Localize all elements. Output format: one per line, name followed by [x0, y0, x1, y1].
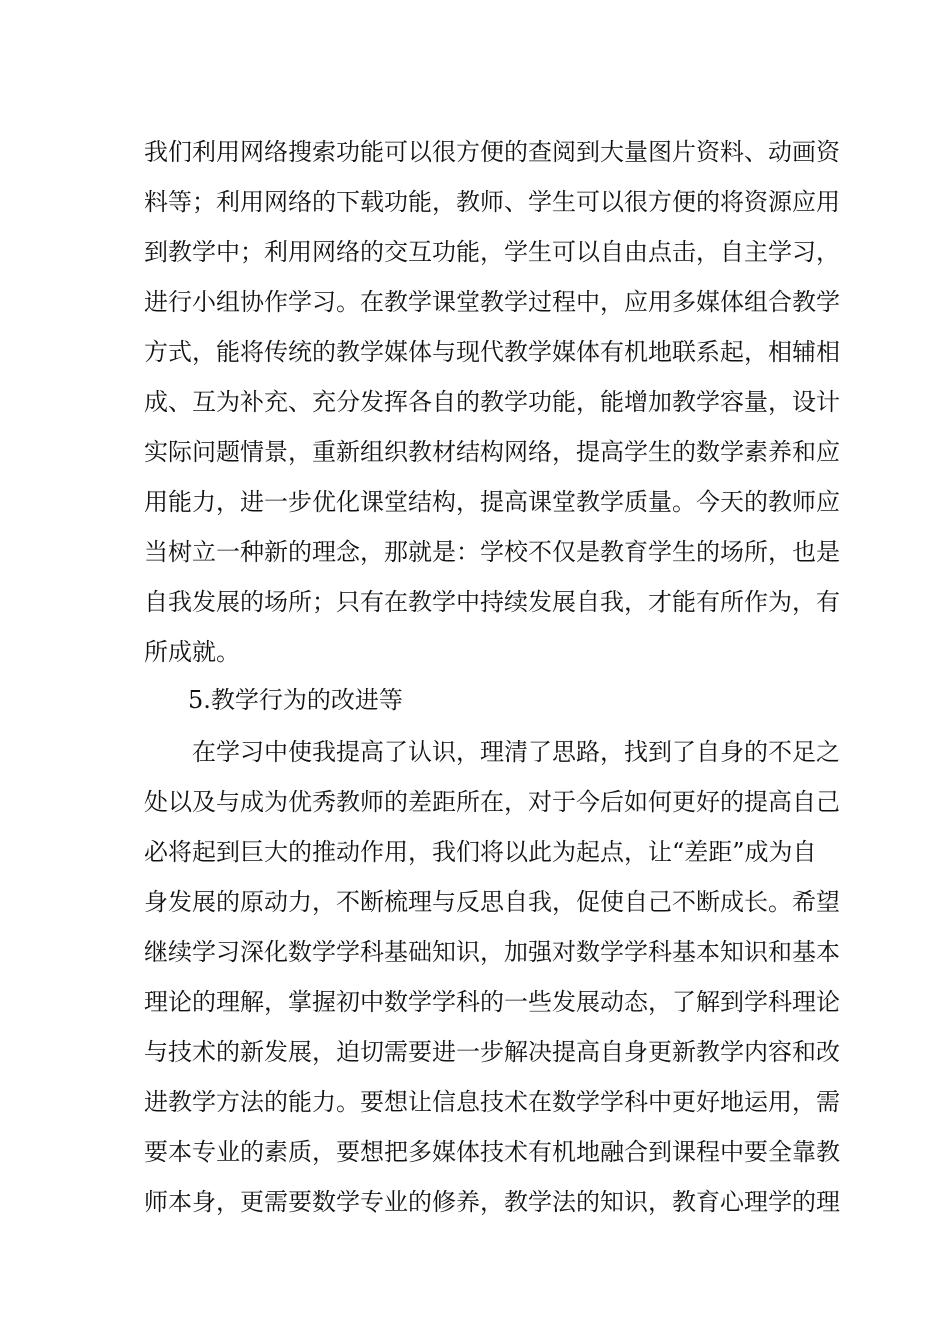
- paragraph-line: 与技术的新发展，迫切需要进一步解决提高自身更新教学内容和改: [144, 1038, 840, 1066]
- paragraph-line: 身发展的原动力，不断梳理与反思自我，促使自己不断成长。希望: [144, 888, 840, 916]
- paragraph-line: 在学习中使我提高了认识，理清了思路，找到了自身的不足之: [192, 738, 840, 766]
- paragraph-line: 实际问题情景，重新组织教材结构网络，提高学生的数学素养和应: [144, 438, 840, 466]
- paragraph-line: 方式，能将传统的教学媒体与现代教学媒体有机地联系起，相辅相: [144, 338, 840, 366]
- paragraph-line: 用能力，进一步优化课堂结构，提高课堂教学质量。今天的教师应: [144, 488, 840, 516]
- paragraph-line: 当树立一种新的理念，那就是：学校不仅是教育学生的场所，也是: [144, 538, 840, 566]
- paragraph-line: 料等；利用网络的下载功能，教师、学生可以很方便的将资源应用: [144, 188, 840, 216]
- paragraph-line: 到教学中；利用网络的交互功能，学生可以自由点击，自主学习，: [144, 238, 840, 266]
- paragraph-line: 我们利用网络搜索功能可以很方便的查阅到大量图片资料、动画资: [144, 138, 840, 166]
- paragraph-line: 自我发展的场所；只有在教学中持续发展自我，才能有所作为，有: [144, 588, 840, 616]
- paragraph-line: 进教学方法的能力。要想让信息技术在数学学科中更好地运用，需: [144, 1088, 840, 1116]
- paragraph-line: 所成就。: [144, 638, 240, 666]
- paragraph-line: 师本身，更需要数学专业的修养，教学法的知识，教育心理学的理: [144, 1188, 840, 1216]
- paragraph-line: 处以及与成为优秀教师的差距所在，对于今后如何更好的提高自己: [144, 788, 840, 816]
- paragraph-line: 要本专业的素质，要想把多媒体技术有机地融合到课程中要全靠教: [144, 1138, 840, 1166]
- paragraph-line: 成、互为补充、充分发挥各自的教学功能，能增加教学容量，设计: [144, 388, 840, 416]
- section-heading: 5.教学行为的改进等: [188, 686, 403, 714]
- paragraph-line: 继续学习深化数学学科基础知识，加强对数学学科基本知识和基本: [144, 938, 840, 966]
- paragraph-line: 必将起到巨大的推动作用，我们将以此为起点，让“差距”成为自: [144, 838, 817, 866]
- paragraph-line: 理论的理解，掌握初中数学学科的一些发展动态，了解到学科理论: [144, 988, 840, 1016]
- paragraph-line: 进行小组协作学习。在教学课堂教学过程中，应用多媒体组合教学: [144, 288, 840, 316]
